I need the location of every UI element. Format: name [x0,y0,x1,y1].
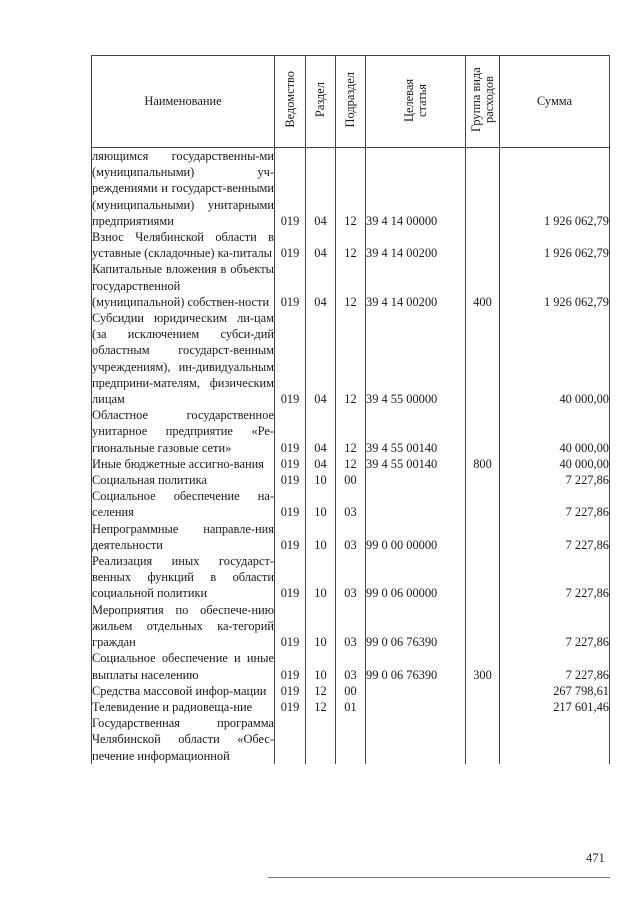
cell-group: 800 [466,456,500,472]
cell-subsection: 12 [336,310,366,407]
cell-dept: 019 [275,488,306,520]
cell-target: 99 0 06 76390 [366,602,466,651]
cell-group [466,521,500,553]
table-row [92,229,610,261]
cell-section: 10 [306,472,336,488]
header-section: Раздел [306,56,336,148]
cell-sum: 7 227,86 [500,650,610,682]
cell-section: 12 [306,699,336,715]
header-target: Целевая статья [366,56,466,148]
cell-dept: 019 [275,650,306,682]
cell-dept [275,715,306,764]
table-row [92,261,610,310]
cell-target: 39 4 14 00200 [366,261,466,310]
cell-subsection [336,715,366,764]
header-dept: Ведомство [275,56,306,148]
cell-dept: 019 [275,602,306,651]
cell-name: Капитальные вложения в объекты государственной (муниципальной) собствен-ности [92,262,274,309]
table-row [92,683,610,699]
page-number: 471 [586,851,605,865]
cell-section: 04 [306,310,336,407]
cell-sum: 1 926 062,79 [500,148,610,230]
cell-target: 99 0 00 00000 [366,521,466,553]
cell-name: ляющимся государственны-ми (муниципальными) уч-реждениями и государст-венными (муниципальными) унитарными предприятиями [92,149,274,228]
cell-dept: 019 [275,472,306,488]
cell-dept: 019 [275,553,306,602]
cell-dept: 019 [275,261,306,310]
cell-section: 04 [306,456,336,472]
cell-section [306,715,336,764]
cell-group [466,488,500,520]
cell-section: 10 [306,488,336,520]
table-row [92,715,610,764]
table-row [92,521,610,553]
cell-subsection: 00 [336,683,366,699]
cell-subsection: 12 [336,456,366,472]
cell-group [466,310,500,407]
cell-group [466,715,500,764]
cell-sum: 1 926 062,79 [500,261,610,310]
cell-subsection: 01 [336,699,366,715]
cell-target: 99 0 06 76390 [366,650,466,682]
table-row [92,456,610,472]
cell-target [366,472,466,488]
cell-subsection: 03 [336,602,366,651]
cell-name: Государственная программа Челябинской области «Обес-печение информационной [92,716,274,763]
cell-name: Реализация иных государст-венных функций в области социальной политики [92,554,274,601]
cell-group [466,699,500,715]
cell-sum: 40 000,00 [500,407,610,456]
cell-subsection: 12 [336,229,366,261]
cell-dept: 019 [275,683,306,699]
cell-name: Взнос Челябинской области в уставные (складочные) ка-питалы [92,230,274,261]
cell-dept: 019 [275,407,306,456]
cell-subsection: 00 [336,472,366,488]
cell-section: 10 [306,602,336,651]
cell-target [366,699,466,715]
cell-target [366,715,466,764]
cell-subsection: 12 [336,407,366,456]
cell-name: Областное государственное унитарное предприятие «Ре-гиональные газовые сети» [92,408,274,455]
cell-sum: 7 227,86 [500,602,610,651]
cell-name: Социальное обеспечение и иные выплаты населению [92,651,274,682]
table-row [92,310,610,407]
cell-group [466,683,500,699]
cell-sum: 7 227,86 [500,521,610,553]
cell-dept: 019 [275,148,306,230]
cell-subsection: 12 [336,148,366,230]
cell-target: 39 4 55 00000 [366,310,466,407]
cell-section: 12 [306,683,336,699]
cell-name: Социальное обеспечение на-селения [92,489,274,520]
cell-target: 99 0 06 00000 [366,553,466,602]
cell-target: 39 4 14 00000 [366,148,466,230]
table-row [92,407,610,456]
header-sum: Сумма [500,56,610,148]
cell-target: 39 4 55 00140 [366,407,466,456]
cell-target: 39 4 14 00200 [366,229,466,261]
header-name: Наименование [92,56,275,148]
cell-subsection: 03 [336,488,366,520]
cell-subsection: 03 [336,521,366,553]
cell-subsection: 12 [336,261,366,310]
cell-section: 04 [306,407,336,456]
cell-section: 04 [306,148,336,230]
cell-name: Субсидии юридическим ли-цам (за исключением субси-дий областным государст-венным учреждениям), ин-дивидуальным предприни-мателям, физическим лицам [92,311,274,407]
cell-target [366,683,466,699]
cell-name: Телевидение и радиовеща-ние [92,699,275,715]
cell-section: 10 [306,521,336,553]
cell-sum: 267 798,61 [500,683,610,699]
cell-section: 10 [306,553,336,602]
table-row [92,553,610,602]
header-subsection: Подраздел [336,56,366,148]
cell-name: Иные бюджетные ассигно-вания [92,456,275,472]
cell-target: 39 4 55 00140 [366,456,466,472]
budget-table [91,55,610,764]
cell-name: Непрограммные направле-ния деятельности [92,521,274,552]
cell-sum: 217 601,46 [500,699,610,715]
cell-dept: 019 [275,456,306,472]
cell-group [466,553,500,602]
table-row [92,602,610,651]
cell-sum: 7 227,86 [500,553,610,602]
cell-dept: 019 [275,699,306,715]
cell-sum: 7 227,86 [500,472,610,488]
cell-name: Средства массовой инфор-мации [92,683,275,699]
cell-dept: 019 [275,310,306,407]
cell-sum: 40 000,00 [500,310,610,407]
cell-group [466,148,500,230]
table-row [92,650,610,682]
cell-section: 04 [306,261,336,310]
table-header-row [92,56,610,148]
table-row [92,488,610,520]
cell-sum: 1 926 062,79 [500,229,610,261]
cell-dept: 019 [275,229,306,261]
cell-group [466,229,500,261]
cell-group [466,602,500,651]
cell-subsection: 03 [336,553,366,602]
cell-sum: 40 000,00 [500,456,610,472]
cell-group [466,472,500,488]
cell-dept: 019 [275,521,306,553]
cell-sum [500,715,610,764]
cell-group: 400 [466,261,500,310]
cell-name: Социальная политика [92,472,275,488]
table-row [92,699,610,715]
footer-rule [268,877,610,878]
cell-name: Мероприятия по обеспече-нию жильем отдельных ка-тегорий граждан [92,602,274,650]
cell-subsection: 03 [336,650,366,682]
table-row [92,472,610,488]
cell-group [466,407,500,456]
cell-section: 10 [306,650,336,682]
cell-target [366,488,466,520]
cell-group: 300 [466,650,500,682]
cell-sum: 7 227,86 [500,488,610,520]
header-group: Группа вида расходов [466,56,500,148]
table-row [92,148,610,230]
table-body [92,148,610,764]
cell-section: 04 [306,229,336,261]
